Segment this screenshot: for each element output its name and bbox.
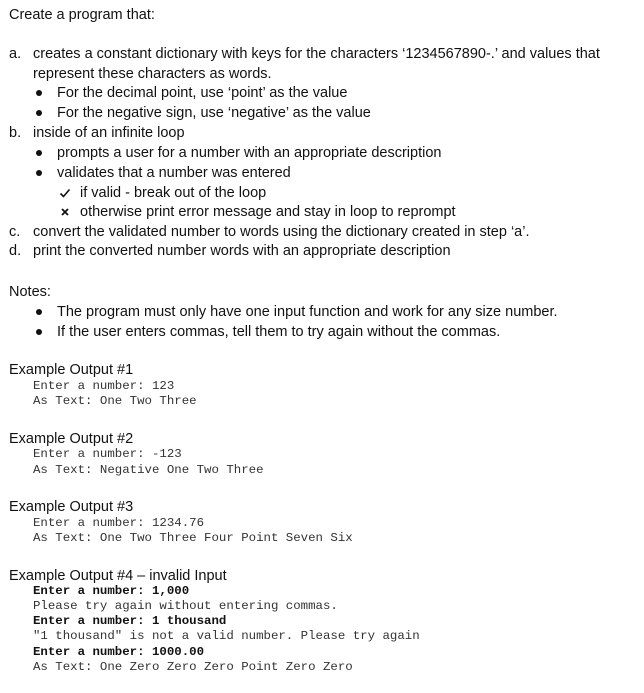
step-b-sub-1: if valid - break out of the loop: [80, 185, 267, 201]
bullet-icon: [36, 329, 42, 335]
step-d-marker: d.: [9, 243, 22, 259]
check-icon: [59, 187, 71, 199]
step-a-line-1: creates a constant dictionary with keys for the characters ‘1234567890-.’ and values that: [33, 46, 600, 62]
example-2-line-2: As Text: Negative One Two Three: [33, 463, 264, 477]
step-a-bullet-2: For the negative sign, use ‘negative’ as the value: [57, 105, 371, 121]
example-3-line-2: As Text: One Two Three Four Point Seven Six: [33, 531, 353, 545]
step-d-line: print the converted number words with an appropriate description: [33, 243, 451, 259]
example-4-line-3: Enter a number: 1 thousand: [33, 614, 227, 628]
step-b-bullet-1: prompts a user for a number with an appropriate description: [57, 145, 442, 161]
example-1-title: Example Output #1: [9, 362, 134, 378]
example-3-line-1: Enter a number: 1234.76: [33, 516, 205, 530]
cross-icon: [60, 207, 70, 217]
bullet-icon: [36, 110, 42, 116]
step-b-line-1: inside of an infinite loop: [33, 125, 185, 141]
bullet-icon: [36, 309, 42, 315]
notes-item-2: If the user enters commas, tell them to try again without the commas.: [57, 324, 501, 340]
step-c-line: convert the validated number to words using the dictionary created in step ‘a’.: [33, 224, 530, 240]
example-2-line-1: Enter a number: -123: [33, 447, 182, 461]
example-3-title: Example Output #3: [9, 499, 134, 515]
example-4-line-6: As Text: One Zero Zero Zero Point Zero Zero: [33, 660, 353, 674]
bullet-icon: [36, 170, 42, 176]
example-2-title: Example Output #2: [9, 431, 134, 447]
bullet-icon: [36, 90, 42, 96]
notes-item-1: The program must only have one input function and work for any size number.: [57, 304, 558, 320]
notes-heading: Notes:: [9, 284, 51, 300]
example-4-line-1: Enter a number: 1,000: [33, 584, 190, 598]
example-4-title: Example Output #4 – invalid Input: [9, 568, 227, 584]
step-a-marker: a.: [9, 46, 22, 62]
intro-text: Create a program that:: [9, 7, 155, 23]
step-b-bullet-2: validates that a number was entered: [57, 165, 291, 181]
step-b-sub-2: otherwise print error message and stay in loop to reprompt: [80, 204, 456, 220]
example-1-line-1: Enter a number: 123: [33, 379, 175, 393]
bullet-icon: [36, 150, 42, 156]
example-4-line-4: "1 thousand" is not a valid number. Please try again: [33, 629, 420, 643]
step-c-marker: c.: [9, 224, 21, 240]
step-b-marker: b.: [9, 125, 22, 141]
step-a-line-2: represent these characters as words.: [33, 66, 272, 82]
example-1-line-2: As Text: One Two Three: [33, 394, 197, 408]
example-4-line-5: Enter a number: 1000.00: [33, 645, 205, 659]
example-4-line-2: Please try again without entering commas.: [33, 599, 338, 613]
step-a-bullet-1: For the decimal point, use ‘point’ as the value: [57, 85, 348, 101]
